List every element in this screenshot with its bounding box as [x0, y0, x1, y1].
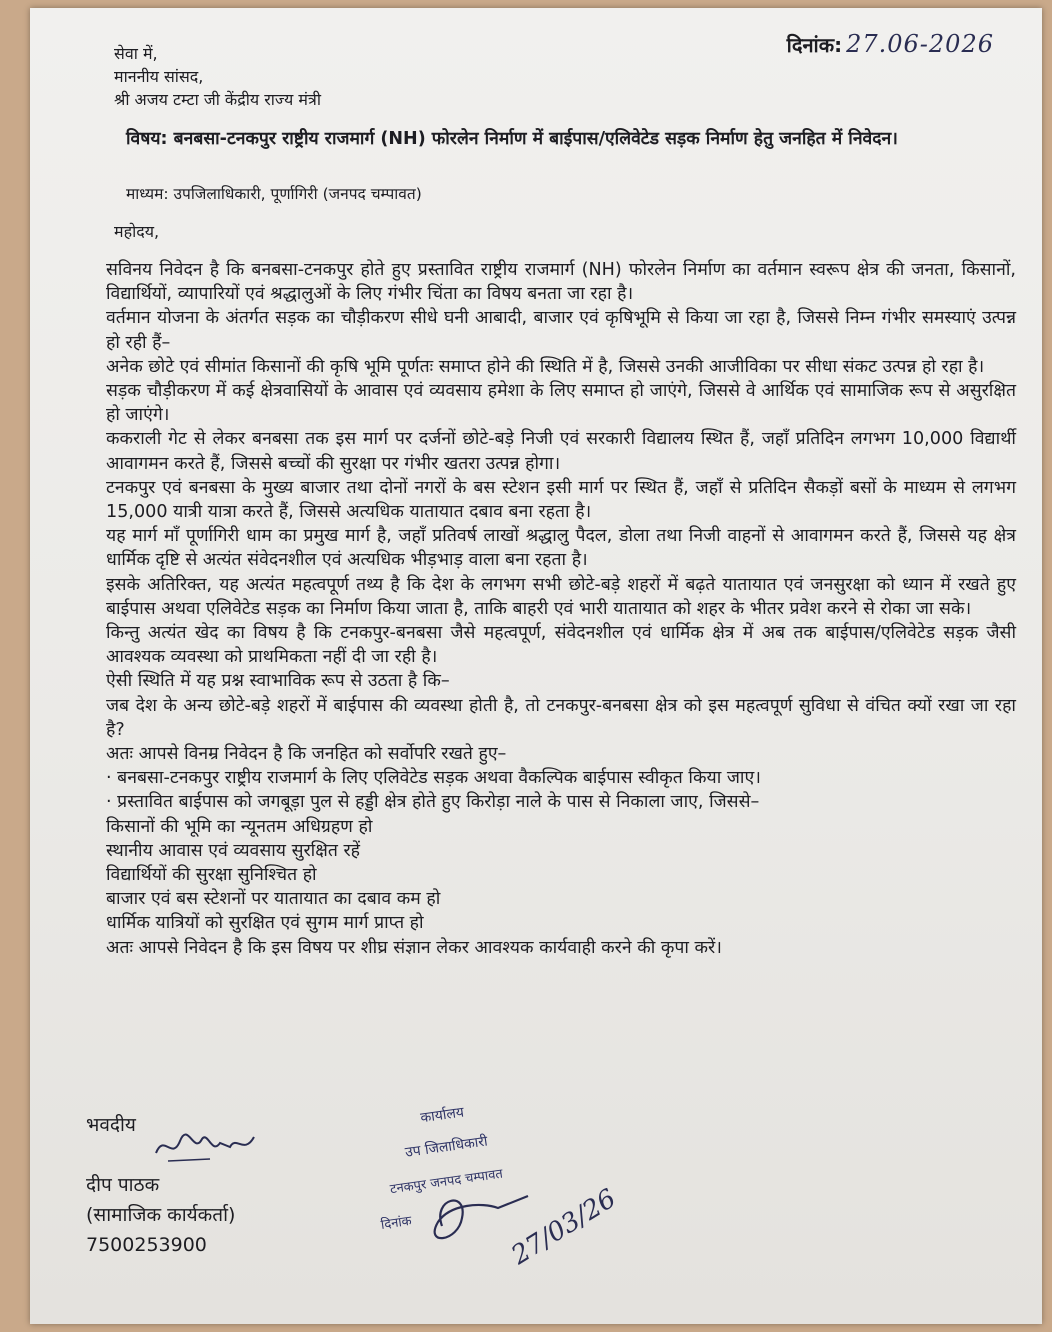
salutation-line-2: माननीय सांसद,: [114, 67, 204, 86]
benefit-line: किसानों की भूमि का न्यूनतम अधिग्रहण हो: [106, 816, 373, 837]
body-paragraph: किन्तु अत्यंत खेद का विषय है कि टनकपुर-बनबसा जैसे महत्वपूर्ण, संवेदनशील एवं धार्मिक क्षेत्र में अब तक बाईपास/एलिवेटेड सड़क जैसी आवश्यक व्यवस्था को प्राथमिकता नहीं दी जा रही है।: [106, 623, 1016, 668]
body-paragraph: अतः आपसे विनम्र निवेदन है कि जनहित को सर्वोपरि रखते हुए–: [106, 744, 507, 765]
body-paragraph: सड़क चौड़ीकरण में कई क्षेत्रवासियों के आवास एवं व्यवसाय हमेशा के लिए समाप्त हो जाएंगे, जिससे वे आर्थिक एवं सामाजिक रूप से असुरक्षित हो जाएंगे।: [106, 381, 1016, 426]
date-label: दिनांक:: [786, 33, 843, 57]
benefit-line: धार्मिक यात्रियों को सुरक्षित एवं सुगम मार्ग प्राप्त हो: [106, 913, 424, 934]
stamp-line-3: टनकपुर जनपद चम्पावत: [389, 1166, 504, 1198]
body-paragraph: ककराली गेट से लेकर बनबसा तक इस मार्ग पर दर्जनों छोटे-बड़े निजी एवं सरकारी विद्यालय स्थित हैं, जहाँ प्रतिदिन लगभग 10,000 विद्यार्थी आवागमन करते हैं, जिससे बच्चों की सुरक्षा पर गंभीर खतरा उत्पन्न होगा।: [106, 429, 1016, 474]
sender-phone: 7500253900: [86, 1234, 207, 1256]
signature-mark: [150, 1125, 260, 1167]
through-line: माध्यम: उपजिलाधिकारी, पूर्णागिरी (जनपद चम्पावत): [126, 185, 422, 203]
benefit-line: स्थानीय आवास एवं व्यवसाय सुरक्षित रहें: [106, 840, 360, 861]
salutation-line-3: श्री अजय टम्टा जी केंद्रीय राज्य मंत्री: [114, 90, 321, 109]
body-paragraph: टनकपुर एवं बनबसा के मुख्य बाजार तथा दोनों नगरों के बस स्टेशन इसी मार्ग पर स्थित हैं, जहाँ से प्रतिदिन सैकड़ों बसों के माध्यम से लगभग 15,000 यात्री यात्रा करते हैं, जिससे अत्यधिक यातायात दबाव बना रहता है।: [106, 477, 1016, 523]
benefit-line: बाजार एवं बस स्टेशनों पर यातायात का दबाव कम हो: [106, 889, 441, 910]
closing-text: भवदीय: [86, 1114, 136, 1136]
subject-line: विषय: बनबसा-टनकपुर राष्ट्रीय राजमार्ग (NH) फोरलेन निर्माण में बाईपास/एलिवेटेड सड़क निर्माण हेतु जनहित में निवेदन।: [126, 129, 898, 149]
stamp-handwritten-date: 27/03/26: [506, 1183, 622, 1271]
stamp-date-prefix: दिनांक: [379, 1213, 413, 1233]
body-paragraph: अनेक छोटे एवं सीमांत किसानों की कृषि भूमि पूर्णतः समाप्त होने की स्थिति में है, जिससे उनकी आजीविका पर सीधा संकट उत्पन्न हो रहा है।: [106, 356, 985, 377]
greeting: महोदय,: [114, 222, 160, 241]
salutation-line-1: सेवा में,: [114, 44, 158, 63]
stamp-line-2: उप जिलाधिकारी: [404, 1133, 489, 1161]
sender-name: दीप पाठक: [86, 1174, 160, 1196]
body-paragraph: ऐसी स्थिति में यह प्रश्न स्वाभाविक रूप से उठता है कि–: [106, 671, 450, 692]
office-stamp: [350, 1086, 650, 1276]
date-line: [787, 30, 994, 58]
body-paragraph: वर्तमान योजना के अंतर्गत सड़क का चौड़ीकरण सीधे घनी आबादी, बाजार एवं कृषिभूमि से किया जा रहा है, जिससे निम्न गंभीर समस्याएं उत्पन्न हो रही हैं–: [106, 308, 1016, 353]
body-paragraph: अतः आपसे निवेदन है कि इस विषय पर शीघ्र संज्ञान लेकर आवश्यक कार्यवाही करने की कृपा करें।: [106, 937, 722, 958]
letter-page: [30, 8, 1042, 1324]
request-bullet: · प्रस्तावित बाईपास को जगबूड़ा पुल से हड्डी क्षेत्र होते हुए किरोड़ा नाले के पास से निकाला जाए, जिससे–: [106, 792, 760, 813]
body-paragraph: जब देश के अन्य छोटे-बड़े शहरों में बाईपास की व्यवस्था होती है, तो टनकपुर-बनबसा क्षेत्र को इस महत्वपूर्ण सुविधा से वंचित क्यों रखा जा रहा है?: [106, 695, 1016, 740]
body-paragraph: इसके अतिरिक्त, यह अत्यंत महत्वपूर्ण तथ्य है कि देश के लगभग सभी छोटे-बड़े शहरों में बढ़ते यातायात एवं जनसुरक्षा को ध्यान में रखते हुए बाईपास अथवा एलिवेटेड सड़क का निर्माण किया जाता है, ताकि बाहरी एवं भारी यातायात को शहर के भीतर प्रवेश करने से रोका जा सके।: [106, 574, 1016, 619]
benefit-line: विद्यार्थियों की सुरक्षा सुनिश्चित हो: [106, 865, 317, 886]
letter-body: [106, 258, 1016, 960]
body-paragraph: सविनय निवेदन है कि बनबसा-टनकपुर होते हुए प्रस्तावित राष्ट्रीय राजमार्ग (NH) फोरलेन निर्माण का वर्तमान स्वरूप क्षेत्र की जनता, किसानों, विद्यार्थियों, व्यापारियों एवं श्रद्धालुओं के लिए गंभीर चिंता का विषय बनता जा रहा है।: [106, 260, 1016, 305]
body-paragraph: यह मार्ग माँ पूर्णागिरी धाम का प्रमुख मार्ग है, जहाँ प्रतिवर्ष लाखों श्रद्धालु पैदल, डोला तथा निजी वाहनों से आवागमन करते हैं, जिससे यह क्षेत्र धार्मिक दृष्टि से अत्यंत संवेदनशील एवं अत्यधिक भीड़भाड़ वाला बना रहता है।: [106, 526, 1016, 571]
sender-role: (सामाजिक कार्यकर्ता): [86, 1204, 236, 1226]
official-signature: [435, 1196, 528, 1238]
request-bullet: · बनबसा-टनकपुर राष्ट्रीय राजमार्ग के लिए एलिवेटेड सड़क अथवा वैकल्पिक बाईपास स्वीकृत किया जाए।: [106, 768, 761, 789]
date-value: 27.06-2026: [846, 30, 994, 58]
stamp-line-1: कार्यालय: [419, 1104, 465, 1127]
salutation: [114, 42, 321, 111]
